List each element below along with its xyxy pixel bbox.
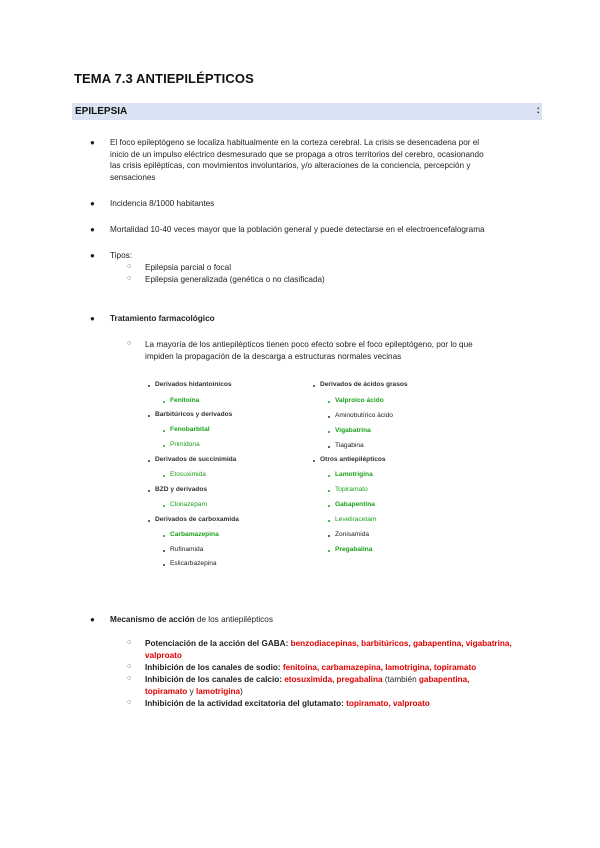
drug-list: topiramato <box>145 686 188 696</box>
bullet-icon <box>163 564 165 566</box>
bullet-icon <box>328 446 330 448</box>
bold-text: Inhibición de la actividad excitatoria del glutamato: <box>145 699 344 708</box>
bullet-icon <box>163 445 165 447</box>
bullet-icon: ● <box>90 225 95 234</box>
bullet-icon <box>148 460 150 462</box>
drug-item: Zonisamida <box>335 531 370 538</box>
text: (también <box>382 675 419 684</box>
paragraph-incidencia: Incidencia 8/1000 habitantes <box>110 199 215 208</box>
mecanismo-sodio <box>145 662 476 674</box>
bullet-icon <box>328 416 330 418</box>
class-heading: Barbitúricos y derivados <box>155 411 233 418</box>
bullet-icon <box>163 505 165 507</box>
bold-text: Mecanismo de acción <box>110 615 195 624</box>
paragraph-tipos: Tipos: <box>110 251 132 260</box>
bullet-icon <box>328 475 330 477</box>
bullet-icon: ● <box>90 615 95 624</box>
page-title: TEMA 7.3 ANTIEPILÉPTICOS <box>74 71 254 86</box>
bullet-icon <box>328 550 330 552</box>
drug-list: topiramato, valproato <box>343 699 430 708</box>
bullet-icon <box>328 490 330 492</box>
bullet-icon <box>163 401 165 403</box>
drug-item: Etosuximida <box>170 471 206 478</box>
sub-bullet-icon: ○ <box>127 639 132 646</box>
class-heading: Derivados de carboxamida <box>155 516 239 523</box>
drug-list: lamotrigina <box>195 686 241 696</box>
text: ) <box>240 686 243 696</box>
bold-text: Inhibición de los canales de sodio: <box>145 663 281 672</box>
drug-list: benzodiacepinas, barbitúricos, gabapentina, vigabatrina, <box>288 639 512 648</box>
bullet-icon: ● <box>90 138 95 147</box>
section-title: EPILEPSIA <box>75 106 128 117</box>
text-line: inicio de un impulso eléctrico desmesurado que se propaga a otros territorios del cerebro, ocasionando <box>110 149 484 159</box>
drug-list: fenitoína, carbamazepina, lamotrigina, topiramato <box>280 663 477 672</box>
drug-item: Lamotrigina <box>335 471 373 478</box>
section-colon: : <box>536 105 540 116</box>
bullet-icon <box>328 520 330 522</box>
sub-bullet-icon: ○ <box>127 275 132 282</box>
drug-list: gabapentina, <box>418 675 470 684</box>
bullet-icon: ● <box>90 251 95 260</box>
mecanismo-calcio <box>145 674 469 697</box>
drug-item: Clonazepam <box>170 501 208 508</box>
bullet-icon: ● <box>90 199 95 208</box>
drug-item: Gabapentina <box>335 501 375 508</box>
drug-item: Levetiracetam <box>335 516 377 523</box>
bullet-icon <box>148 385 150 387</box>
drug-item: Eslicarbazepina <box>170 560 217 567</box>
sub-bullet-icon: ○ <box>127 663 132 670</box>
class-heading: Derivados de ácidos grasos <box>320 381 408 388</box>
drug-list: valproato <box>145 650 182 660</box>
paragraph-tratamiento: Tratamiento farmacológico <box>110 314 215 323</box>
bullet-icon: ● <box>90 314 95 323</box>
bullet-icon <box>328 535 330 537</box>
paragraph-mortalidad: Mortalidad 10-40 veces mayor que la población general y puede detectarse en el electroencefalograma <box>110 225 485 234</box>
sub-bullet-icon: ○ <box>127 699 132 706</box>
bold-text: Inhibición de los canales de calcio: <box>145 675 282 684</box>
text-line: las crisis epilépticas, con movimientos involuntarios, y/o alteraciones de la conciencia, percepción y <box>110 161 471 171</box>
bullet-icon <box>328 505 330 507</box>
tipo-item: Epilepsia parcial o focal <box>145 263 232 272</box>
class-heading: Otros antiepilépticos <box>320 456 386 463</box>
drug-item: Carbamazepina <box>170 531 219 538</box>
bullet-icon <box>328 401 330 403</box>
class-heading: BZD y derivados <box>155 486 208 493</box>
bullet-icon <box>163 430 165 432</box>
text-line: impiden la propagación de la descarga a estructuras normales vecinas <box>145 351 402 361</box>
paragraph-mecanismo <box>110 614 273 626</box>
text: y <box>187 686 196 696</box>
bullet-icon <box>163 550 165 552</box>
drug-item: Rufinamida <box>170 546 204 553</box>
drug-item: Topiramato <box>335 486 368 493</box>
section-header-bar <box>72 103 542 120</box>
drug-item: Aminobutírico ácido <box>335 412 393 419</box>
tratamiento-sub <box>145 339 473 362</box>
tipo-item: Epilepsia generalizada (genética o no clasificada) <box>145 275 325 284</box>
bullet-icon <box>148 490 150 492</box>
class-heading: Derivados de succinimida <box>155 456 237 463</box>
bullet-icon <box>163 475 165 477</box>
mecanismo-glutamato <box>145 698 430 710</box>
bullet-icon <box>328 431 330 433</box>
bullet-icon <box>163 535 165 537</box>
text-line: El foco epileptógeno se localiza habitualmente en la corteza cerebral. La crisis se desencadena por el <box>110 138 480 147</box>
bold-text: Potenciación de la acción del GABA: <box>145 639 289 648</box>
sub-bullet-icon: ○ <box>127 340 132 347</box>
drug-item: Pregabalina <box>335 546 373 553</box>
paragraph-foco <box>110 137 484 183</box>
drug-item: Tiagabina <box>335 442 364 449</box>
drug-item: Primidona <box>170 441 200 448</box>
text: de los antiepilépticos <box>194 615 273 624</box>
mecanismo-gaba <box>145 638 512 661</box>
sub-bullet-icon: ○ <box>127 263 132 270</box>
drug-item: Fenitoína <box>170 397 200 404</box>
drug-list: etosuximida, pregabalina <box>281 675 383 684</box>
bullet-icon <box>148 520 150 522</box>
sub-bullet-icon: ○ <box>127 675 132 682</box>
bullet-icon <box>148 415 150 417</box>
bullet-icon <box>313 385 315 387</box>
text-line: La mayoría de los antiepilépticos tienen poco efecto sobre el foco epileptógeno, por lo que <box>145 340 473 349</box>
class-heading: Derivados hidantoínicos <box>155 381 232 388</box>
drug-item: Vigabatrina <box>335 427 371 434</box>
drug-item: Fenobarbital <box>170 426 210 433</box>
bullet-icon <box>313 460 315 462</box>
text-line: sensaciones <box>110 172 156 182</box>
drug-item: Valproico ácido <box>335 397 384 404</box>
